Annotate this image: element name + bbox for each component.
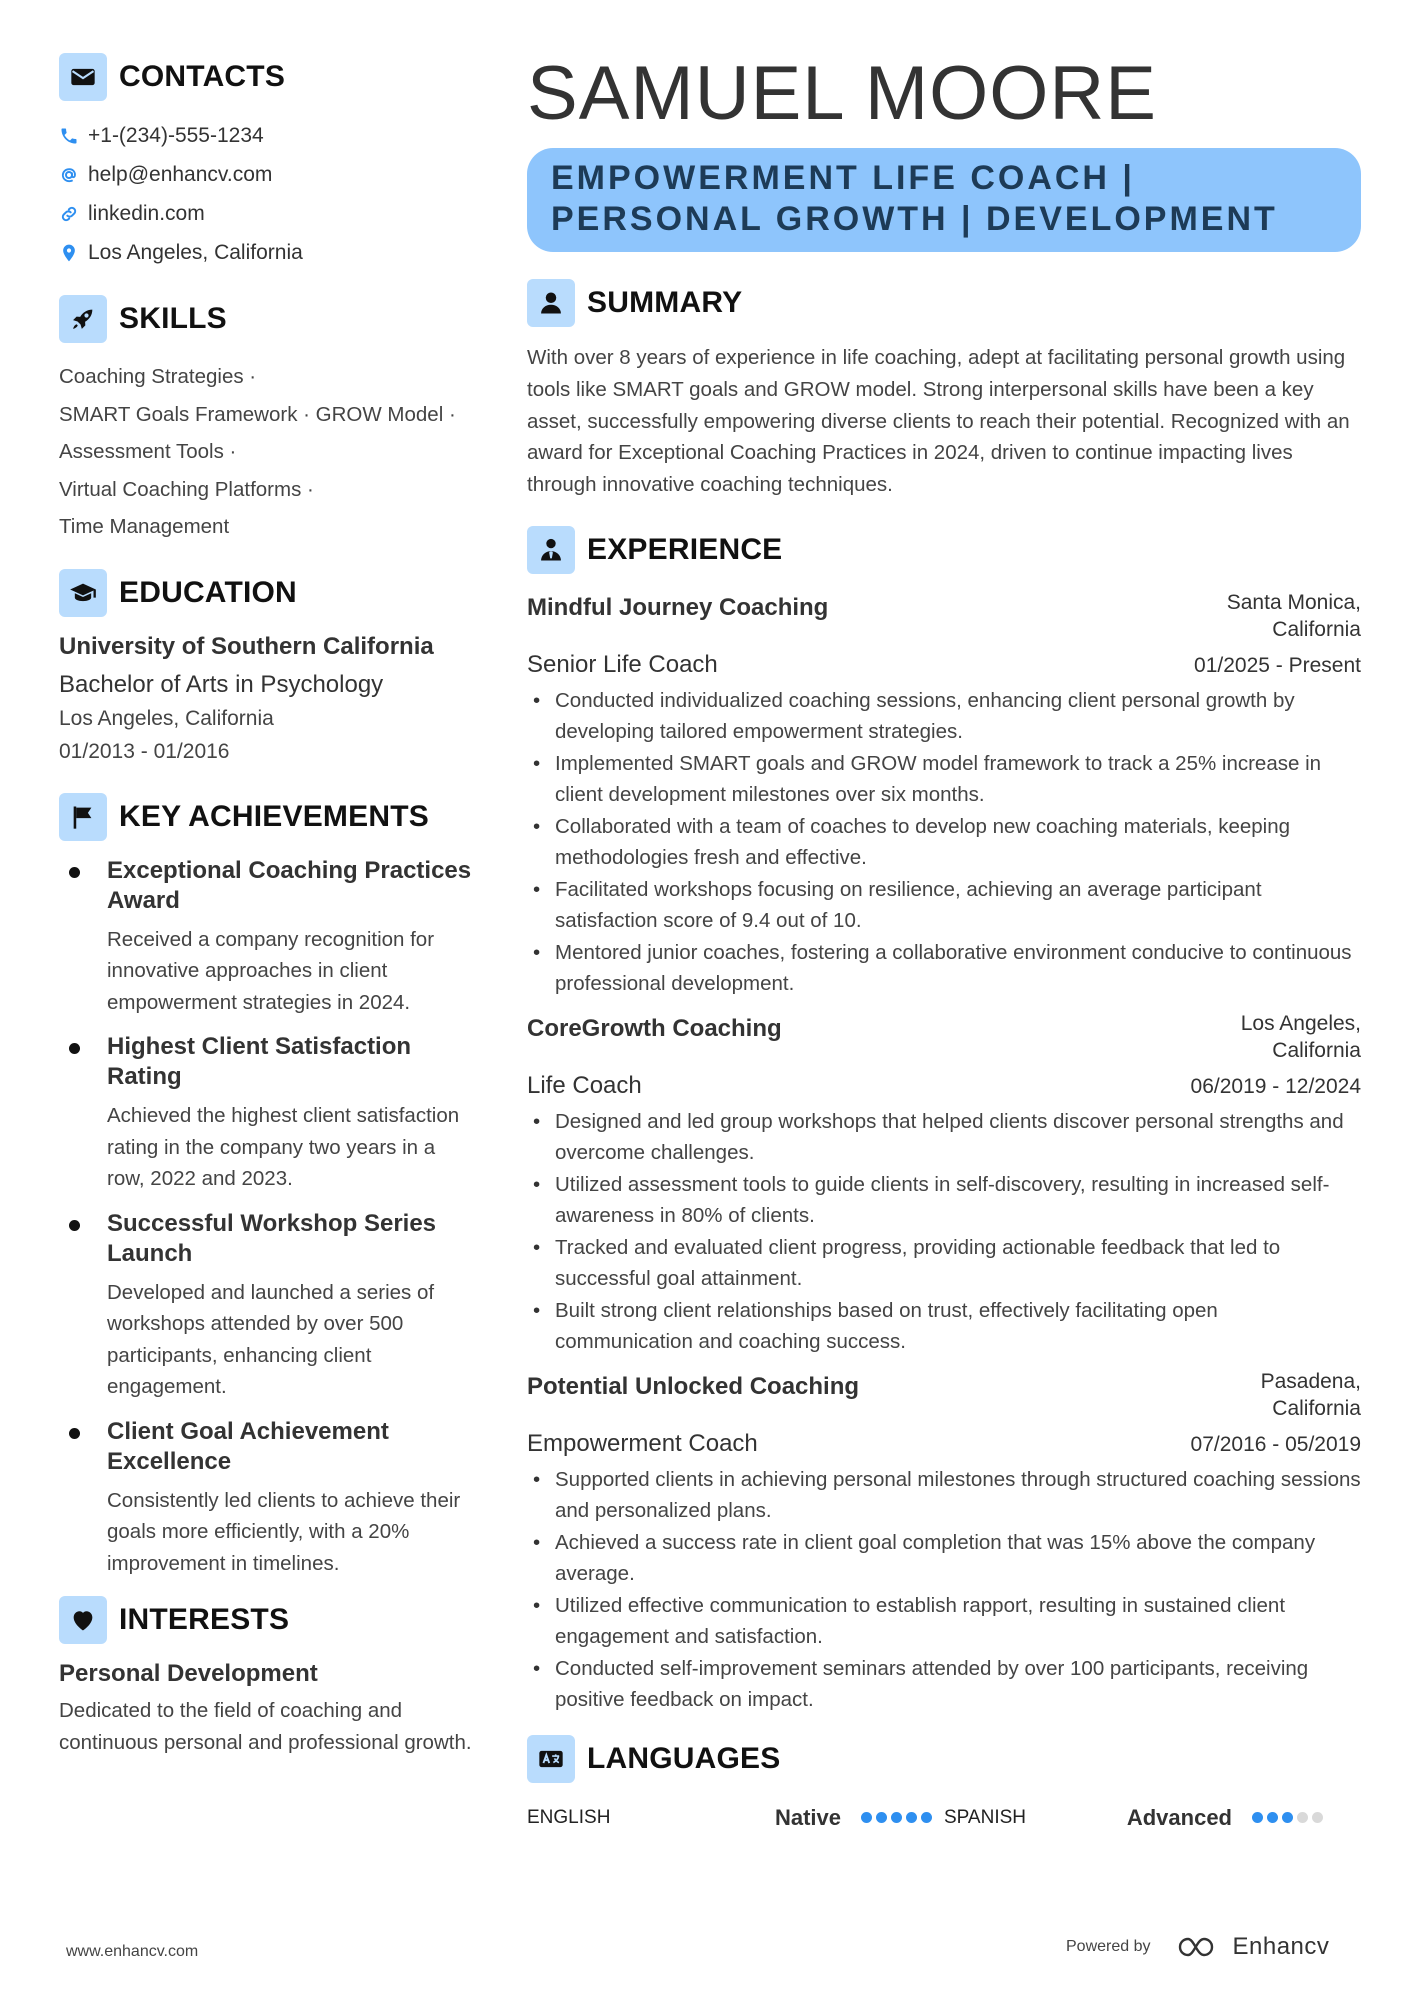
education-dates: 01/2013 - 01/2016: [59, 739, 230, 763]
achievement-item: [59, 1209, 474, 1403]
bullet-dot: [69, 1220, 80, 1231]
experience-header: [527, 525, 1361, 575]
interests-section: [59, 1595, 474, 1758]
achievement-desc: Received a company recognition for innovative approaches in client empowerment strategies in 2024.: [107, 927, 435, 1014]
rating-dot-empty: [1312, 1812, 1323, 1823]
right-column: [527, 50, 1361, 1838]
job-bullets: [527, 685, 1361, 1000]
language-rating: [1252, 1812, 1323, 1823]
bullet-dot: [69, 867, 80, 878]
contacts-title: CONTACTS: [119, 60, 286, 93]
languages-header: [527, 1734, 1361, 1784]
rating-dot-filled: [1282, 1812, 1293, 1823]
experience-title: EXPERIENCE: [587, 532, 783, 566]
skill-line: Time Management: [59, 515, 230, 538]
job-location-line: California: [1272, 1038, 1361, 1062]
language-level: Advanced: [1126, 1804, 1232, 1830]
achievements-header: [59, 792, 474, 842]
skill-line: Virtual Coaching Platforms ·: [59, 477, 314, 501]
phone-text: +1-(234)-555-1234: [88, 123, 264, 147]
translate-icon: [527, 1735, 575, 1783]
job-bullet: • Utilized assessment tools to guide clients in self-discovery, resulting in increased self-awareness in 80% of clients.: [527, 1169, 1361, 1232]
rating-dot-filled: [1252, 1812, 1263, 1823]
enhancv-logo[interactable]: [1177, 1933, 1330, 1961]
achievements-section: [59, 792, 474, 1580]
job-bullet: • Designed and led group workshops that helped clients discover personal strengths and overcome challenges.: [527, 1106, 1361, 1169]
achievement-desc: Achieved the highest client satisfaction rating in the company two years in a row, 2022 and 2023.: [107, 1104, 460, 1190]
contact-location: [59, 233, 474, 272]
job-location-line: California: [1272, 617, 1361, 641]
achievement-title: Successful Workshop Series Launch: [107, 1209, 437, 1267]
job-location-line: California: [1272, 1396, 1361, 1420]
bullet-dot: [69, 1428, 80, 1439]
heart-icon: [59, 1596, 107, 1644]
job-bullet: • Built strong client relationships based on trust, effectively facilitating open communication and coaching success.: [527, 1295, 1361, 1358]
job-role: Empowerment Coach: [527, 1429, 758, 1457]
job-bullet: • Conducted self-improvement seminars attended by over 100 participants, receiving positive feedback on impact.: [527, 1653, 1361, 1716]
job-company: Potential Unlocked Coaching: [527, 1372, 860, 1400]
achievements-title: KEY ACHIEVEMENTS: [119, 799, 429, 833]
job-tagline: EMPOWERMENT LIFE COACH | PERSONAL GROWTH | DEVELOPMENT: [527, 148, 1361, 252]
interest-desc: Dedicated to the field of coaching and continuous personal and professional growth.: [59, 1699, 472, 1754]
job-bullet: • Mentored junior coaches, fostering a collaborative environment conducive to continuous professional development.: [527, 937, 1361, 1000]
left-column: [59, 52, 474, 1758]
job-location-line: Santa Monica,: [1226, 590, 1361, 614]
achievement-title: Highest Client Satisfaction Rating: [107, 1033, 412, 1090]
job-location: [1241, 1010, 1361, 1064]
job-bullets: [527, 1464, 1361, 1716]
education-degree: Bachelor of Arts in Psychology: [59, 670, 384, 698]
language-level: Native: [774, 1804, 841, 1830]
achievement-title: Client Goal Achievement Excellence: [107, 1417, 389, 1475]
interests-header: [59, 1595, 474, 1645]
skills-title: SKILLS: [119, 302, 227, 335]
education-header: [59, 568, 474, 618]
user-icon: [527, 279, 575, 327]
job-role: Life Coach: [527, 1071, 642, 1099]
linkedin-text: linkedin.com: [88, 201, 205, 225]
job-company: CoreGrowth Coaching: [527, 1014, 782, 1042]
achievement-item: [59, 1032, 474, 1195]
achievement-desc: Consistently led clients to achieve their goals more efficiently, with a 20% improvement in timelines.: [107, 1488, 461, 1575]
education-section: [59, 568, 474, 768]
contact-email[interactable]: [59, 155, 474, 194]
skills-section: [59, 294, 474, 546]
rating-dot-filled: [1267, 1812, 1278, 1823]
job-bullet: • Achieved a success rate in client goal completion that was 15% above the company average.: [527, 1527, 1361, 1590]
job-entry: [527, 589, 1361, 1000]
contacts-section: [59, 52, 474, 272]
summary-section: [527, 278, 1361, 501]
footer-branding: [1066, 1933, 1329, 1961]
languages-section: [527, 1734, 1361, 1838]
rating-dot-filled: [876, 1812, 887, 1823]
summary-header: [527, 278, 1361, 328]
achievement-desc: Developed and launched a series of workshops attended by over 500 participants, enhancing client engagement.: [107, 1280, 435, 1398]
skill-line: Coaching Strategies ·: [59, 365, 257, 388]
rating-dot-filled: [891, 1812, 902, 1823]
graduation-cap-icon: [59, 569, 107, 617]
location-pin-icon: [59, 243, 79, 263]
at-sign-icon: [59, 165, 79, 185]
contact-phone[interactable]: [59, 116, 474, 155]
job-bullet: • Collaborated with a team of coaches to develop new coaching materials, keeping methodologies fresh and effective.: [527, 811, 1361, 874]
job-dates: 06/2019 - 12/2024: [1190, 1074, 1361, 1098]
interests-title: INTERESTS: [119, 1603, 290, 1636]
job-bullet: • Implemented SMART goals and GROW model framework to track a 25% increase in client development milestones over six months.: [527, 748, 1361, 811]
flag-icon: [59, 793, 107, 841]
job-bullets: [527, 1106, 1361, 1358]
location-text: Los Angeles, California: [88, 240, 303, 264]
job-location-line: Pasadena,: [1260, 1369, 1361, 1393]
languages-title: LANGUAGES: [587, 1741, 781, 1775]
skill-line: Assessment Tools ·: [59, 440, 237, 463]
experience-section: [527, 525, 1361, 1716]
interest-title: Personal Development: [59, 1660, 318, 1687]
candidate-name: SAMUEL MOORE: [527, 51, 1157, 136]
rating-dot-empty: [1297, 1812, 1308, 1823]
businessperson-icon: [527, 526, 575, 574]
skill-line: SMART Goals Framework · GROW Model ·: [59, 402, 456, 426]
rating-dot-filled: [861, 1812, 872, 1823]
education-title: EDUCATION: [119, 575, 297, 609]
summary-text: With over 8 years of experience in life coaching, adept at facilitating personal growth using tools like SMART goals and GROW model. Strong interpersonal skills have been a key asset, successfully empowering diverse clients to reach their potential. Recognized with an award for Exceptional Coaching Practices in 2024, driven to continue impacting lives through innovative coaching techniques.: [527, 346, 1350, 497]
skills-list: [59, 358, 474, 546]
contacts-header: [59, 52, 474, 102]
summary-title: SUMMARY: [587, 286, 743, 319]
language-item: [944, 1805, 1361, 1831]
job-dates: 01/2025 - Present: [1194, 653, 1361, 677]
job-role: Senior Life Coach: [527, 650, 718, 678]
languages-list: [527, 1798, 1361, 1838]
job-location: [1227, 589, 1361, 643]
contact-linkedin[interactable]: [59, 194, 474, 233]
job-location: [1261, 1368, 1361, 1422]
job-entry: [527, 1010, 1361, 1358]
job-company: Mindful Journey Coaching: [527, 593, 829, 621]
enhancv-brand-text: Enhancv: [1232, 1933, 1330, 1960]
phone-icon: [59, 126, 79, 146]
powered-by-text: Powered by: [1066, 1938, 1151, 1955]
link-icon: [59, 204, 79, 224]
education-school: University of Southern California: [59, 632, 434, 660]
job-entry: [527, 1368, 1361, 1716]
rating-dot-filled: [921, 1812, 932, 1823]
language-item: [527, 1805, 944, 1831]
rocket-icon: [59, 295, 107, 343]
language-name: ENGLISH: [527, 1806, 611, 1828]
enhancv-logo-icon: [1177, 1934, 1223, 1960]
job-bullet: • Utilized effective communication to establish rapport, resulting in sustained client engagement and satisfaction.: [527, 1590, 1361, 1653]
job-bullet: • Tracked and evaluated client progress, providing actionable feedback that led to successful goal attainment.: [527, 1232, 1361, 1295]
job-bullet: • Facilitated workshops focusing on resilience, achieving an average participant satisfaction score of 9.4 out of 10.: [527, 874, 1361, 937]
language-name: SPANISH: [944, 1806, 1027, 1828]
achievement-title: Exceptional Coaching Practices Award: [107, 856, 472, 914]
rating-dot-filled: [906, 1812, 917, 1823]
envelope-icon: [59, 53, 107, 101]
job-location-line: Los Angeles,: [1240, 1011, 1361, 1035]
job-bullet: • Supported clients in achieving personal milestones through structured coaching sessions and personalized plans.: [527, 1464, 1361, 1527]
job-bullet: • Conducted individualized coaching sessions, enhancing client personal growth by developing tailored empowerment strategies.: [527, 685, 1361, 748]
skills-header: [59, 294, 474, 344]
email-text: help@enhancv.com: [88, 162, 273, 186]
achievement-item: [59, 1417, 474, 1580]
footer-website[interactable]: www.enhancv.com: [66, 1943, 199, 1960]
education-location: Los Angeles, California: [59, 706, 274, 730]
bullet-dot: [69, 1043, 80, 1054]
language-rating: [861, 1812, 932, 1823]
job-dates: 07/2016 - 05/2019: [1190, 1432, 1361, 1456]
achievement-item: [59, 856, 474, 1019]
